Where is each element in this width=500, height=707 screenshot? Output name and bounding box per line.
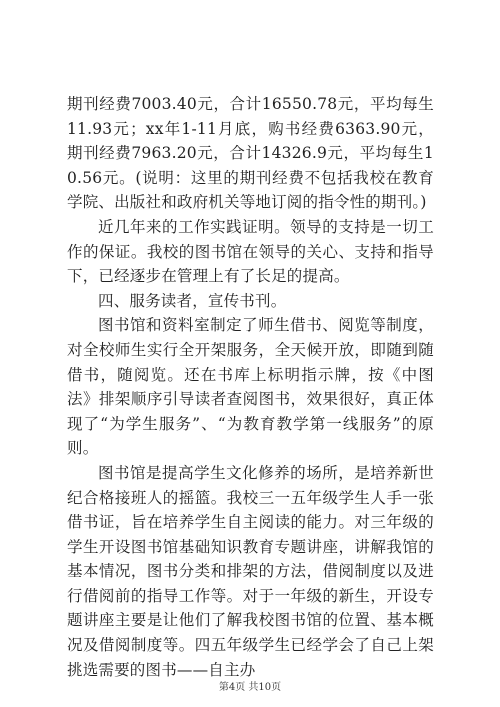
section-heading: 四、服务读者，宣传书刊。: [98, 291, 287, 310]
paragraph-2: 近几年来的工作实践证明。领导的支持是一切工作的保证。我校的图书馆在领导的关心、支持和指导下，已经逐步在管理上有了长足的提高。: [67, 217, 434, 286]
page-number: 第4页 共10页: [218, 682, 282, 693]
page-footer: [0, 678, 500, 693]
paragraph-3: 图书馆和资料室制定了师生借书、阅览等制度，对全校师生实行全开架服务，全天候开放，即随到随借书，随阅览。还在书库上标明指示牌，按《中图法》排架顺序引导读者查阅图书，效果很好，真正体现了“为学生服务”、“为教育教学第一线服务”的原则。: [67, 316, 434, 458]
paragraph-4: 图书馆是提高学生文化修养的场所，是培养新世纪合格接班人的摇篮。我校三一五年级学生人手一张借书证，旨在培养学生自主阅读的能力。对三年级的学生开设图书馆基础知识教育专题讲座，讲解我馆的基本情况，图书分类和排架的方法，借阅制度以及进行借阅前的指导工作等。对于一年级的新生，开设专题讲座主要是让他们了解我校图书馆的位置、基本概况及借阅制度等。四五年级学生已经学会了自己上架挑选需要的图书——自主办: [67, 463, 434, 679]
paragraph-1: 期刊经费7003.40元，合计16550.78元，平均每生11.93元；xx年1-11月底，购书经费6363.90元，期刊经费7963.20元，合计14326.9元，平均每生10.56元。(说明：这里的期刊经费不包括我校在教育学院、出版社和政府机关等地订阅的指令性的期刊。): [67, 95, 434, 212]
body-text: [67, 92, 434, 682]
